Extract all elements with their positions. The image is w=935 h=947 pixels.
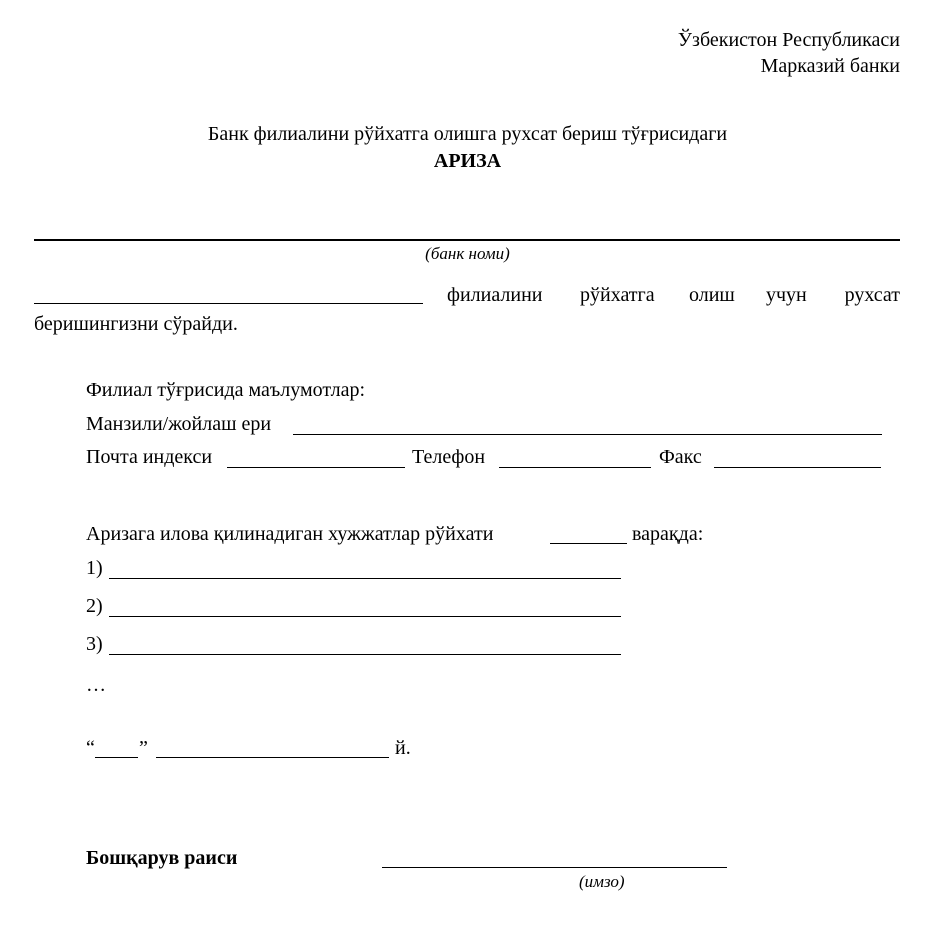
request-word-2: рўйхатга (580, 284, 655, 306)
request-word-1: филиалини (447, 284, 543, 306)
address-label: Манзили/жойлаш ери (86, 413, 272, 435)
request-line-2: беришингизни сўрайди. (34, 313, 238, 335)
addressee-line-1: Ўзбекистон Республикаси (677, 29, 900, 51)
date-year-suffix: й. (395, 737, 411, 759)
attachments-heading: Аризага илова қилинадиган хужжатлар рўйхати (86, 523, 494, 545)
attachments-heading-suffix: варақда: (632, 523, 704, 545)
date-month-field[interactable] (156, 757, 389, 758)
attachment-item-number: 2) (86, 595, 103, 617)
phone-label: Телефон (412, 446, 486, 468)
fax-field[interactable] (714, 467, 881, 468)
attachment-item-3-field[interactable] (109, 654, 621, 655)
date-open-quote: “ (86, 737, 95, 759)
sheet-count-field[interactable] (550, 543, 627, 544)
document-title: АРИЗА (433, 150, 502, 172)
attachment-item-number: 3) (86, 633, 103, 655)
date-day-field[interactable] (95, 757, 138, 758)
request-word-3: олиш (689, 284, 735, 306)
signature-label: Бошқарув раиси (86, 847, 238, 869)
signature-caption: (имзо) (579, 872, 625, 891)
request-word-5: рухсат (844, 284, 900, 306)
addressee-line-2: Марказий банки (760, 55, 900, 77)
date-close-quote: ” (139, 737, 148, 759)
postal-code-field[interactable] (227, 467, 405, 468)
bank-name-caption: (банк номи) (425, 244, 510, 263)
branch-name-field[interactable] (34, 303, 423, 304)
signature-field[interactable] (382, 867, 727, 868)
phone-field[interactable] (499, 467, 651, 468)
attachments-ellipsis: … (86, 674, 106, 696)
branch-info-heading: Филиал тўғрисида маълумотлар: (86, 379, 366, 401)
postal-code-label: Почта индекси (86, 446, 213, 468)
attachment-item-2-field[interactable] (109, 616, 621, 617)
request-word-4: учун (766, 284, 807, 306)
attachment-item-1-field[interactable] (109, 578, 621, 579)
attachment-item-number: 1) (86, 557, 103, 579)
fax-label: Факс (659, 446, 702, 468)
bank-name-field[interactable] (34, 239, 900, 241)
document-subtitle: Банк филиалини рўйхатга олишга рухсат бериш тўғрисидаги (207, 123, 728, 145)
address-field[interactable] (293, 434, 882, 435)
